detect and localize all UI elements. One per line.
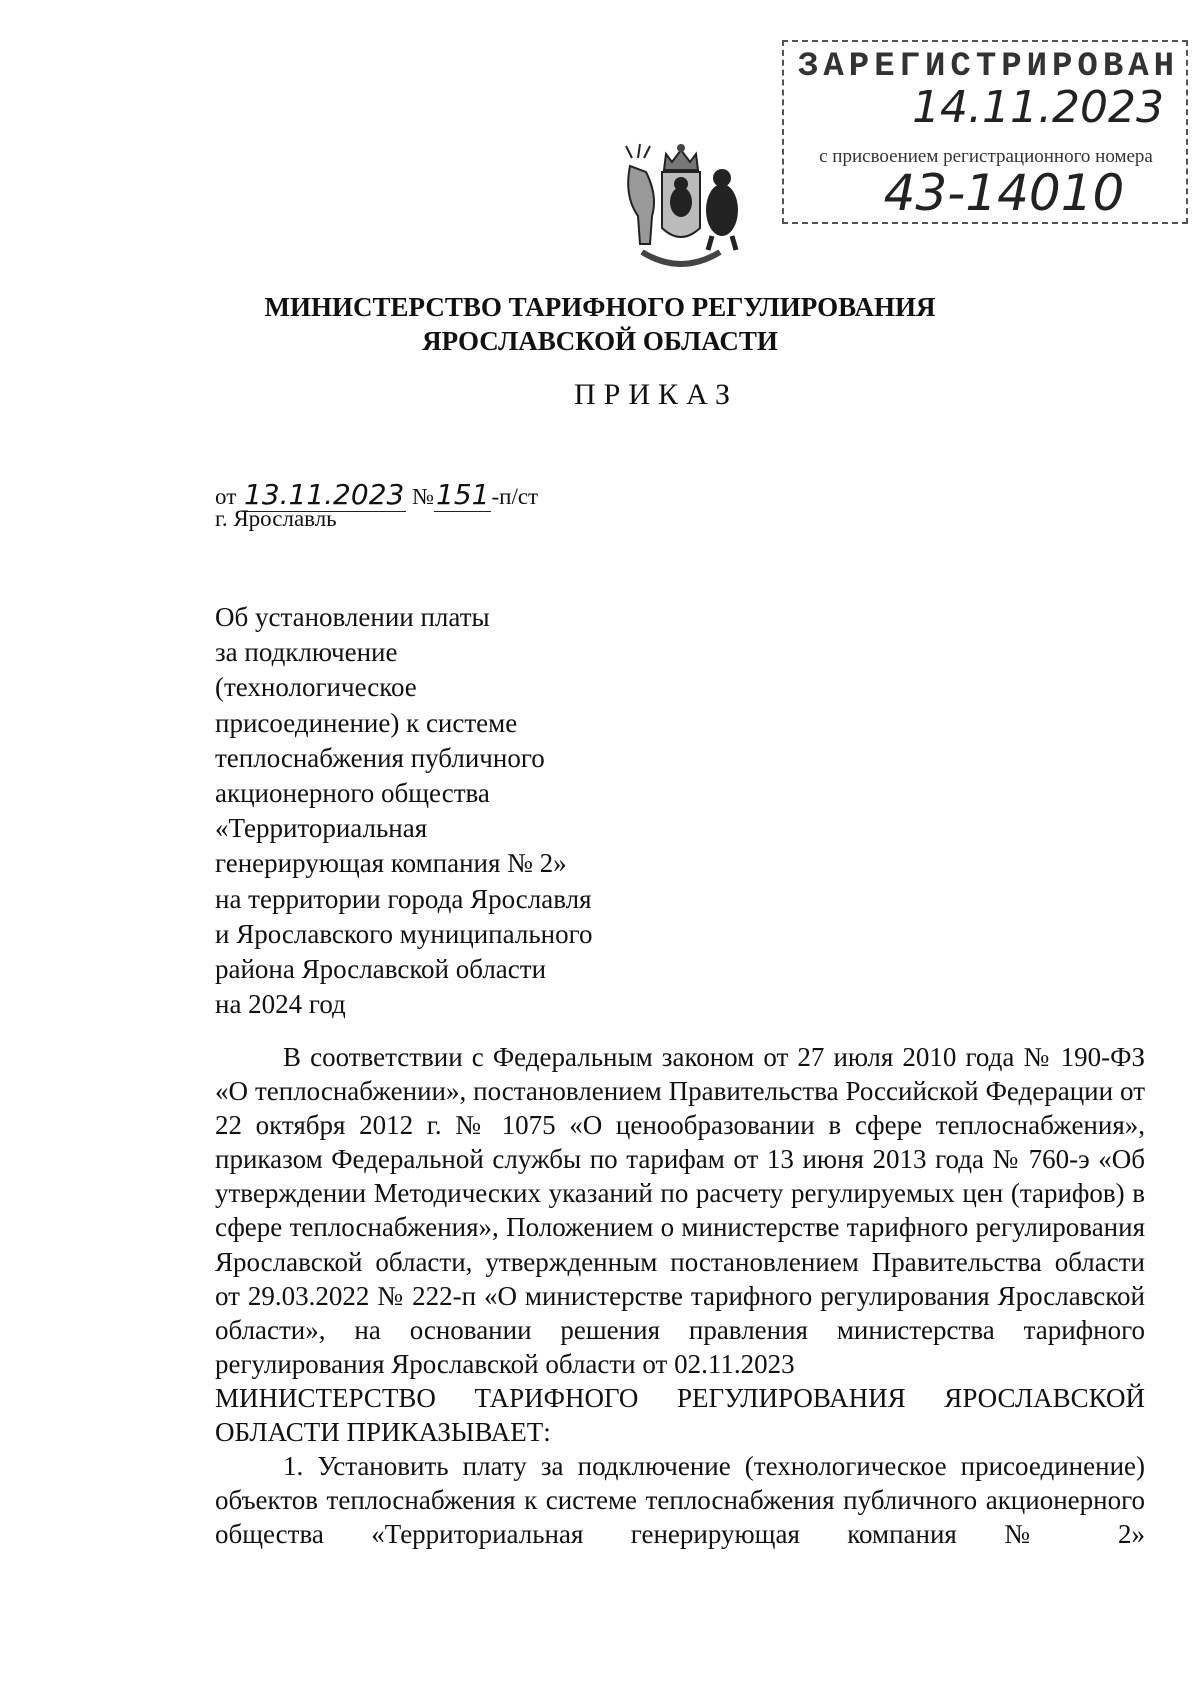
preamble-paragraph: В соответствии с Федеральным законом от 27 июля 2010 года № 190-ФЗ «О теплоснабжении», постановлением Правительства Российской Федерации от 22 октября 2012 г. № 1075 «О ценообразовании в сфере теплоснабжения», приказом Федеральной службы по тарифам от 13 июня 2013 года № 760-э «Об утверждении Методических указаний по расчету регулируемых цен (тарифов) в сфере теплоснабжения», Положением о министерстве тарифного регулирования Ярославской области, утвержденным постановлением Правительства области от 29.03.2022 № 222-п «О министерстве тарифного регулирования Ярославской области», на основании решения правления министерства тарифного регулирования Ярославской области от 02.11.2023 <box>215 1042 1145 1379</box>
item-1-paragraph: 1. Установить плату за подключение (технологическое присоединение) объектов теплоснабжения к системе теплоснабжения публичного акционерного общества «Территориальная генерирующая компания № 2» <box>215 1451 1145 1550</box>
order-subject <box>215 600 635 1022</box>
ministry-line-2: ЯРОСЛАВСКОЙ ОБЛАСТИ <box>422 326 778 356</box>
registration-stamp <box>782 40 1188 224</box>
subject-line: района Ярославской области <box>215 954 547 985</box>
order-date: 13.11.2023 <box>244 478 405 511</box>
date-prefix: от <box>215 484 237 509</box>
stamp-note: с присвоением регистрационного номера <box>819 146 1153 167</box>
stamp-title: ЗАРЕГИСТРИРОВАН <box>798 48 1180 86</box>
ministry-name <box>0 290 1200 358</box>
order-number: 151 <box>436 478 490 511</box>
number-prefix: № <box>412 484 435 509</box>
stamp-number: 43-14010 <box>883 164 1125 222</box>
document-type: ПРИКАЗ <box>574 378 738 411</box>
subject-line: Об установлении платы <box>215 602 490 632</box>
subject-line: и Ярославского муниципального <box>215 918 593 949</box>
order-city: г. Ярославль <box>215 506 337 531</box>
subject-line: генерирующая компания № 2» <box>215 848 567 879</box>
resolution-paragraph: МИНИСТЕРСТВО ТАРИФНОГО РЕГУЛИРОВАНИЯ ЯРОСЛАВСКОЙ ОБЛАСТИ ПРИКАЗЫВАЕТ: <box>215 1382 1145 1448</box>
subject-line: присоединение) к системе <box>215 707 518 738</box>
order-body <box>215 1040 1145 1551</box>
subject-line: «Территориальная <box>215 813 428 844</box>
coat-of-arms-icon <box>612 136 750 272</box>
subject-line: за подключение <box>215 637 398 668</box>
ministry-line-1: МИНИСТЕРСТВО ТАРИФНОГО РЕГУЛИРОВАНИЯ <box>264 292 936 322</box>
subject-line: (технологическое <box>215 672 417 703</box>
subject-line: теплоснабжения публичного <box>215 742 545 773</box>
subject-line: на территории города Ярославля <box>215 883 592 914</box>
number-suffix: -п/ст <box>491 484 539 509</box>
subject-line: на 2024 год <box>215 989 346 1020</box>
stamp-date: 14.11.2023 <box>912 82 1164 133</box>
subject-line: акционерного общества <box>215 778 490 809</box>
